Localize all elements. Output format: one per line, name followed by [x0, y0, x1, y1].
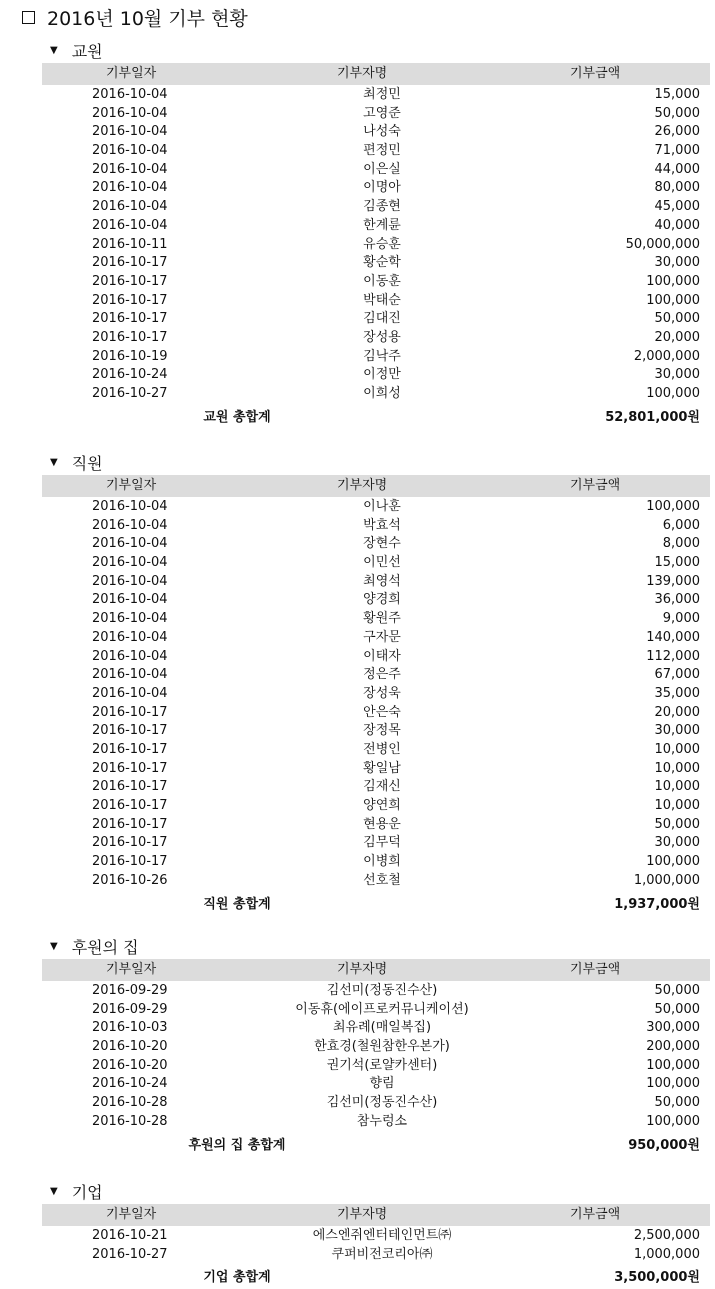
cell-amount: 50,000 — [654, 311, 700, 327]
cell-date: 2016-10-04 — [92, 124, 168, 140]
section-header[interactable] — [50, 450, 103, 474]
page-title-text: 2016년 10월 기부 현황 — [47, 7, 248, 30]
cell-amount: 100,000 — [646, 1076, 700, 1092]
cell-donor: 이은실 — [363, 161, 401, 177]
cell-date: 2016-10-04 — [92, 592, 168, 608]
cell-amount: 15,000 — [654, 87, 700, 102]
section-total-row — [42, 1267, 710, 1289]
table-row — [42, 704, 710, 723]
table-row — [42, 142, 710, 161]
cell-amount: 45,000 — [654, 199, 700, 215]
table-row — [42, 1227, 710, 1246]
cell-donor: 황일남 — [363, 760, 401, 776]
cell-date: 2016-10-04 — [92, 217, 168, 233]
total-label: 기업 총합계 — [203, 1270, 271, 1286]
cell-donor: 김무덕 — [363, 835, 401, 851]
cell-donor: 이동훈 — [363, 273, 401, 289]
cell-amount: 9,000 — [662, 611, 700, 627]
column-header-donor: 기부자명 — [337, 478, 388, 493]
cell-date: 2016-10-04 — [92, 499, 168, 514]
cell-donor: 전병인 — [363, 741, 401, 757]
cell-donor: 김대진 — [363, 311, 401, 327]
table-row — [42, 853, 710, 872]
cell-date: 2016-10-21 — [92, 1228, 168, 1243]
cell-date: 2016-10-27 — [92, 386, 168, 401]
cell-amount: 30,000 — [654, 367, 700, 383]
page-title — [22, 4, 248, 30]
table-header — [42, 959, 710, 981]
cell-amount: 10,000 — [654, 741, 700, 757]
column-header-date: 기부일자 — [106, 478, 157, 493]
total-value: 1,937,000원 — [614, 896, 700, 912]
cell-date: 2016-10-04 — [92, 105, 168, 121]
column-header-date: 기부일자 — [106, 1207, 157, 1222]
cell-date: 2016-10-17 — [92, 273, 168, 289]
column-header-donor: 기부자명 — [337, 66, 388, 81]
cell-date: 2016-10-04 — [92, 517, 168, 533]
cell-date: 2016-09-29 — [92, 1001, 168, 1017]
cell-date: 2016-10-17 — [92, 816, 168, 832]
table-row — [42, 1038, 710, 1057]
cell-amount: 67,000 — [654, 667, 700, 683]
collapse-triangle-icon[interactable]: ▼ — [50, 456, 58, 468]
table-row — [42, 329, 710, 348]
cell-date: 2016-10-17 — [92, 329, 168, 345]
cell-date: 2016-10-04 — [92, 667, 168, 683]
cell-date: 2016-10-04 — [92, 629, 168, 645]
total-value: 3,500,000원 — [614, 1270, 700, 1286]
cell-amount: 112,000 — [646, 648, 700, 664]
cell-donor: 참누렁소 — [356, 1113, 408, 1129]
cell-amount: 2,000,000 — [633, 348, 700, 364]
cell-donor: 에스엔쥐엔터테인먼트㈜ — [312, 1228, 452, 1243]
cell-date: 2016-09-29 — [92, 983, 168, 998]
table-body — [42, 498, 710, 890]
cell-date: 2016-10-17 — [92, 854, 168, 870]
cell-donor: 장현수 — [363, 536, 401, 552]
table-body — [42, 86, 710, 404]
cell-date: 2016-10-17 — [92, 760, 168, 776]
table-row — [42, 591, 710, 610]
cell-amount: 50,000 — [654, 1001, 700, 1017]
section-title: 후원의 집 — [71, 937, 139, 957]
table-row — [42, 610, 710, 629]
column-header-donor: 기부자명 — [337, 962, 388, 977]
cell-amount: 100,000 — [646, 1057, 700, 1073]
cell-donor: 정은주 — [363, 667, 401, 683]
table-row — [42, 1057, 710, 1076]
cell-donor: 이명아 — [363, 180, 401, 196]
cell-amount: 50,000,000 — [625, 236, 700, 252]
cell-donor: 이동휴(에이프로커뮤니케이션) — [295, 1001, 469, 1017]
table-row — [42, 872, 710, 891]
cell-date: 2016-10-04 — [92, 199, 168, 215]
table-row — [42, 254, 710, 273]
cell-date: 2016-10-17 — [92, 704, 168, 720]
table-row — [42, 517, 710, 536]
table-row — [42, 310, 710, 329]
column-header-donor: 기부자명 — [337, 1207, 388, 1222]
cell-donor: 최유례(매일복집) — [332, 1020, 432, 1036]
table-row — [42, 1075, 710, 1094]
table-row — [42, 273, 710, 292]
cell-amount: 50,000 — [654, 983, 700, 998]
cell-amount: 40,000 — [654, 217, 700, 233]
cell-amount: 100,000 — [646, 854, 700, 870]
table-header — [42, 1204, 710, 1226]
column-header-date: 기부일자 — [106, 962, 157, 977]
checkbox-square-icon — [22, 11, 35, 24]
cell-date: 2016-10-28 — [92, 1095, 168, 1111]
table-row — [42, 834, 710, 853]
table-row — [42, 554, 710, 573]
cell-amount: 35,000 — [654, 685, 700, 701]
cell-date: 2016-10-17 — [92, 835, 168, 851]
table-row — [42, 366, 710, 385]
cell-donor: 안은숙 — [363, 704, 401, 720]
cell-amount: 6,000 — [662, 517, 700, 533]
cell-date: 2016-10-17 — [92, 741, 168, 757]
section-header[interactable] — [50, 934, 139, 958]
section-header[interactable] — [50, 1179, 103, 1203]
cell-donor: 장성용 — [363, 329, 401, 345]
cell-date: 2016-10-03 — [92, 1020, 168, 1036]
cell-amount: 100,000 — [646, 1113, 700, 1129]
column-header-amount: 기부금액 — [570, 1207, 621, 1222]
cell-amount: 50,000 — [654, 105, 700, 121]
cell-donor: 나성숙 — [363, 124, 401, 140]
cell-amount: 26,000 — [654, 124, 700, 140]
table-row — [42, 123, 710, 142]
cell-donor: 박효석 — [363, 517, 401, 533]
total-label: 직원 총합계 — [203, 896, 271, 912]
cell-date: 2016-10-24 — [92, 1076, 168, 1092]
cell-amount: 100,000 — [646, 292, 700, 308]
table-row — [42, 198, 710, 217]
cell-donor: 구자문 — [363, 629, 401, 645]
table-row — [42, 292, 710, 311]
cell-date: 2016-10-20 — [92, 1057, 168, 1073]
cell-date: 2016-10-17 — [92, 779, 168, 795]
cell-amount: 80,000 — [654, 180, 700, 196]
table-row — [42, 179, 710, 198]
table-row — [42, 535, 710, 554]
cell-donor: 쿠퍼비전코리아㈜ — [331, 1246, 433, 1262]
cell-date: 2016-10-04 — [92, 648, 168, 664]
table-header — [42, 63, 710, 85]
table-row — [42, 741, 710, 760]
cell-amount: 140,000 — [646, 629, 700, 645]
collapse-triangle-icon[interactable]: ▼ — [50, 1185, 58, 1197]
cell-amount: 2,500,000 — [633, 1228, 700, 1243]
table-row — [42, 1113, 710, 1132]
cell-date: 2016-10-17 — [92, 798, 168, 813]
cell-donor: 김선미(정동진수산) — [326, 1095, 438, 1111]
cell-date: 2016-10-19 — [92, 348, 168, 364]
table-row — [42, 498, 710, 517]
cell-donor: 황순학 — [363, 255, 401, 271]
column-header-amount: 기부금액 — [570, 478, 621, 493]
cell-donor: 이태자 — [363, 648, 401, 664]
cell-donor: 한계륜 — [363, 217, 401, 233]
cell-donor: 장성욱 — [363, 685, 401, 701]
cell-amount: 100,000 — [646, 273, 700, 289]
cell-date: 2016-10-04 — [92, 87, 168, 102]
cell-amount: 30,000 — [654, 723, 700, 739]
cell-date: 2016-10-04 — [92, 143, 168, 159]
table-row — [42, 236, 710, 255]
table-row — [42, 629, 710, 648]
cell-amount: 100,000 — [646, 499, 700, 514]
cell-amount: 10,000 — [654, 798, 700, 813]
section-title: 직원 — [71, 453, 103, 473]
cell-amount: 30,000 — [654, 835, 700, 851]
cell-amount: 10,000 — [654, 779, 700, 795]
table-body — [42, 982, 710, 1132]
cell-amount: 44,000 — [654, 161, 700, 177]
table-row — [42, 760, 710, 779]
cell-donor: 이나훈 — [363, 499, 401, 514]
cell-date: 2016-10-04 — [92, 161, 168, 177]
cell-donor: 김종현 — [363, 199, 401, 215]
cell-donor: 이희성 — [363, 386, 401, 401]
cell-date: 2016-10-17 — [92, 311, 168, 327]
cell-date: 2016-10-24 — [92, 367, 168, 383]
cell-date: 2016-10-17 — [92, 255, 168, 271]
total-value: 52,801,000원 — [605, 409, 700, 425]
table-row — [42, 685, 710, 704]
table-header — [42, 475, 710, 497]
table-row — [42, 982, 710, 1001]
table-row — [42, 1019, 710, 1038]
cell-donor: 향림 — [369, 1076, 395, 1092]
cell-amount: 8,000 — [662, 536, 700, 552]
cell-donor: 한효경(철원참한우본가) — [314, 1039, 450, 1055]
cell-date: 2016-10-04 — [92, 685, 168, 701]
section-title: 기업 — [71, 1182, 103, 1202]
cell-donor: 선호철 — [363, 872, 401, 888]
cell-date: 2016-10-26 — [92, 872, 168, 888]
cell-amount: 200,000 — [646, 1039, 700, 1055]
table-row — [42, 1094, 710, 1113]
cell-amount: 10,000 — [654, 760, 700, 776]
cell-date: 2016-10-04 — [92, 180, 168, 196]
cell-date: 2016-10-04 — [92, 611, 168, 627]
section-total-row — [42, 894, 710, 916]
cell-donor: 김재신 — [363, 779, 401, 795]
cell-donor: 현용운 — [363, 816, 401, 832]
cell-amount: 1,000,000 — [633, 872, 700, 888]
cell-amount: 20,000 — [654, 329, 700, 345]
cell-amount: 50,000 — [654, 1095, 700, 1111]
cell-amount: 1,000,000 — [633, 1246, 700, 1262]
cell-donor: 이병희 — [363, 854, 401, 870]
table-row — [42, 778, 710, 797]
table-row — [42, 348, 710, 367]
table-row — [42, 86, 710, 105]
cell-date: 2016-10-04 — [92, 555, 168, 571]
cell-donor: 이정만 — [363, 367, 401, 383]
cell-donor: 장정목 — [363, 723, 401, 739]
cell-date: 2016-10-04 — [92, 573, 168, 589]
cell-amount: 100,000 — [646, 386, 700, 401]
section-header[interactable] — [50, 38, 103, 62]
table-row — [42, 217, 710, 236]
section-title: 교원 — [71, 41, 103, 61]
cell-donor: 유승훈 — [363, 236, 401, 252]
cell-donor: 박태순 — [363, 292, 401, 308]
cell-donor: 김선미(정동진수산) — [326, 983, 438, 998]
table-row — [42, 385, 710, 404]
collapse-triangle-icon[interactable]: ▼ — [50, 940, 58, 952]
table-body — [42, 1227, 710, 1264]
section-total-row — [42, 1135, 710, 1157]
table-row — [42, 666, 710, 685]
cell-donor: 황원주 — [363, 611, 401, 627]
cell-amount: 36,000 — [654, 592, 700, 608]
cell-date: 2016-10-11 — [92, 236, 168, 252]
table-row — [42, 105, 710, 124]
table-row — [42, 648, 710, 667]
table-row — [42, 1246, 710, 1265]
cell-date: 2016-10-17 — [92, 723, 168, 739]
cell-donor: 최정민 — [363, 87, 401, 102]
cell-date: 2016-10-27 — [92, 1246, 168, 1262]
cell-date: 2016-10-28 — [92, 1113, 168, 1129]
table-row — [42, 573, 710, 592]
column-header-date: 기부일자 — [106, 66, 157, 81]
cell-amount: 50,000 — [654, 816, 700, 832]
cell-donor: 최영석 — [363, 573, 401, 589]
cell-amount: 30,000 — [654, 255, 700, 271]
cell-donor: 고영준 — [363, 105, 401, 121]
total-value: 950,000원 — [628, 1137, 700, 1153]
total-label: 교원 총합계 — [203, 409, 271, 425]
column-header-amount: 기부금액 — [570, 962, 621, 977]
table-row — [42, 722, 710, 741]
cell-amount: 139,000 — [646, 573, 700, 589]
cell-amount: 71,000 — [654, 143, 700, 159]
table-row — [42, 816, 710, 835]
table-row — [42, 1001, 710, 1020]
cell-amount: 20,000 — [654, 704, 700, 720]
table-row — [42, 797, 710, 816]
cell-date: 2016-10-17 — [92, 292, 168, 308]
collapse-triangle-icon[interactable]: ▼ — [50, 44, 58, 56]
cell-donor: 양연희 — [363, 798, 401, 813]
cell-date: 2016-10-04 — [92, 536, 168, 552]
column-header-amount: 기부금액 — [570, 66, 621, 81]
table-row — [42, 161, 710, 180]
cell-donor: 편정민 — [363, 143, 401, 159]
total-label: 후원의 집 총합계 — [188, 1137, 286, 1153]
section-total-row — [42, 407, 710, 429]
cell-date: 2016-10-20 — [92, 1039, 168, 1055]
cell-donor: 김낙주 — [363, 348, 401, 364]
cell-donor: 권기석(로얄카센터) — [326, 1057, 438, 1073]
cell-donor: 이민선 — [363, 555, 401, 571]
cell-amount: 300,000 — [646, 1020, 700, 1036]
cell-amount: 15,000 — [654, 555, 700, 571]
cell-donor: 양경희 — [363, 592, 401, 608]
